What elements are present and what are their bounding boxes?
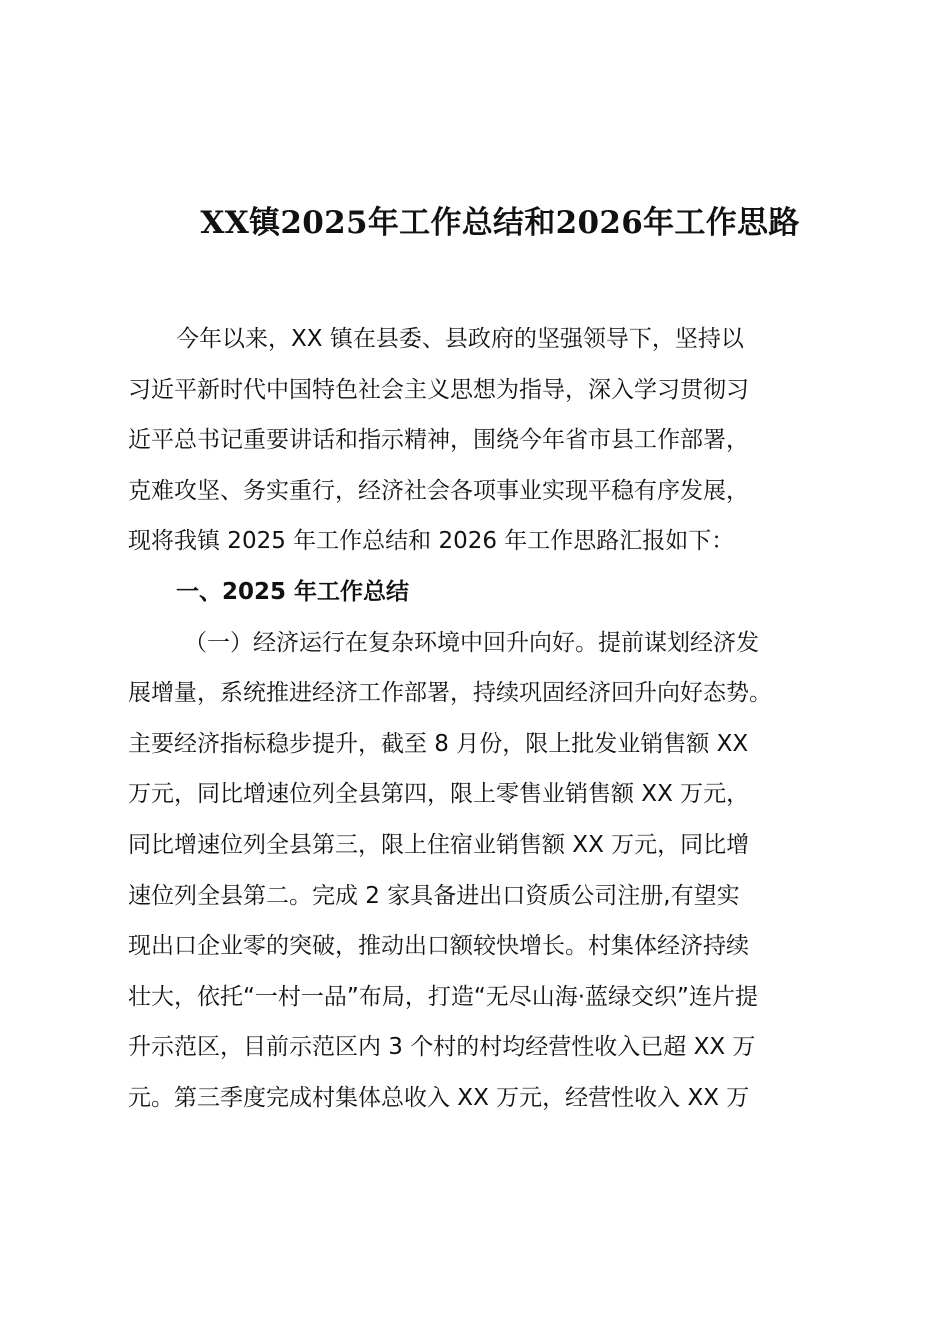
paragraph-line: 现出口企业零的突破，推动出口额较快增长。村集体经济持续 xyxy=(128,933,749,960)
paragraph-line: 今年以来，XX 镇在县委、县政府的坚强领导下，坚持以 xyxy=(176,326,744,352)
paragraph-line: 习近平新时代中国特色社会主义思想为指导，深入学习贯彻习 xyxy=(128,376,749,403)
paragraph-line: 克难攻坚、务实重行，经济社会各项事业实现平稳有序发展， xyxy=(128,477,749,504)
paragraph-line: （一）经济运行在复杂环境中回升向好。提前谋划经济发 xyxy=(184,629,759,656)
paragraph-line: 现将我镇 2025 年工作总结和 2026 年工作思路汇报如下： xyxy=(128,528,735,555)
paragraph-line: 展增量，系统推进经济工作部署，持续巩固经济回升向好态势。 xyxy=(128,680,772,707)
paragraph-line: 近平总书记重要讲话和指示精神，围绕今年省市县工作部署， xyxy=(128,427,749,454)
paragraph-line: 同比增速位列全县第三，限上住宿业销售额 XX 万元，同比增 xyxy=(128,831,750,858)
paragraph-line: 速位列全县第二。完成 2 家具备进出口资质公司注册,有望实 xyxy=(128,882,740,909)
paragraph-line: 壮大，依托“一村一品”布局，打造“无尽山海·蓝绿交织”连片提 xyxy=(128,983,758,1010)
document-title: XX镇2025年工作总结和2026年工作思路 xyxy=(200,205,800,241)
paragraph-line: 元。第三季度完成村集体总收入 XX 万元，经营性收入 XX 万 xyxy=(128,1084,750,1111)
paragraph-line: 万元，同比增速位列全县第四，限上零售业销售额 XX 万元， xyxy=(128,781,750,808)
section-heading: 一、2025 年工作总结 xyxy=(176,578,410,605)
intro-paragraph xyxy=(128,314,824,1124)
paragraph-line: 主要经济指标稳步提升，截至 8 月份，限上批发业销售额 XX xyxy=(128,730,749,757)
paragraph-line: 升示范区，目前示范区内 3 个村的村均经营性收入已超 XX 万 xyxy=(128,1034,756,1061)
